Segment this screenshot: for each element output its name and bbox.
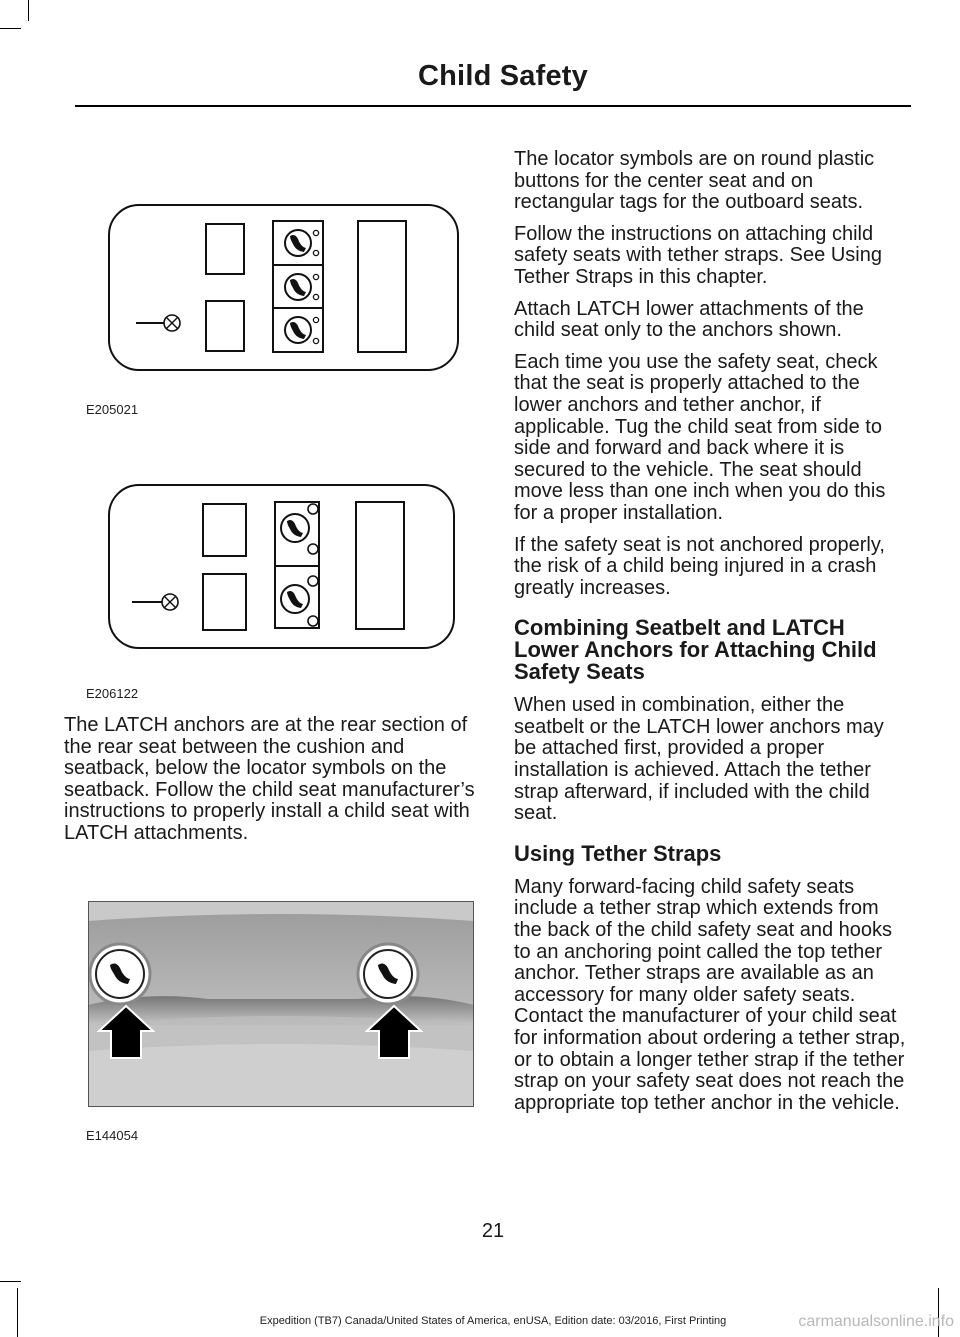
left-text-column xyxy=(64,715,478,855)
watermark: carmanualsonline.info xyxy=(798,1313,954,1330)
header-divider xyxy=(75,105,911,107)
section-heading: Combining Seatbelt and LATCH Lower Anchors for Attaching Child Safety Seats xyxy=(514,615,877,685)
child-seat-locator-icon xyxy=(281,585,309,613)
child-seat-locator-button-right xyxy=(358,944,418,1004)
body-paragraph: The locator symbols are on round plastic buttons for the center seat and on rectangular tags for the outboard seats. xyxy=(514,148,875,214)
figure-code: E205021 xyxy=(86,402,139,417)
body-paragraph: Many forward-facing child safety seats include a tether strap which extends from the back of the child safety seat and hooks to an anchoring point called the top tether anchor. Tether straps are available as an accessory for many older safety seats. Contact the manufacturer of your child seat for information about ordering a tether strap, or to obtain a longer tether strap if the tether strap on your safety seat does not reach the appropriate top tether anchor in the vehicle. xyxy=(514,875,906,1114)
child-seat-locator-icon xyxy=(285,317,311,343)
page-title: Child Safety xyxy=(418,60,588,92)
crop-mark xyxy=(0,28,21,29)
body-paragraph: When used in combination, either the seatbelt or the LATCH lower anchors may be attached first, provided a proper installation is achieved. Attach the tether strap afterward, if included with the child seat. xyxy=(514,694,884,825)
edition-footer: Expedition (TB7) Canada/United States of America, enUSA, Edition date: 03/2016, First Printing xyxy=(259,1315,727,1327)
right-text-column xyxy=(514,149,910,1124)
seatback-anchor-illustration xyxy=(88,901,474,1107)
child-seat-locator-button-left xyxy=(90,944,150,1004)
figure-code: E206122 xyxy=(86,686,139,701)
body-paragraph: The LATCH anchors are at the rear section of the rear seat between the cushion and seatback, below the locator symbols on the seatback. Follow the child seat manufacturer’s instructions to properly install a child seat with LATCH attachments. xyxy=(64,714,475,844)
figure-code: E144054 xyxy=(86,1128,139,1143)
child-seat-locator-icon xyxy=(285,230,311,256)
child-seat-locator-icon xyxy=(281,514,309,542)
body-paragraph: Follow the instructions on attaching child safety seats with tether straps. See Using Tether Straps in this chapter. xyxy=(514,222,882,288)
crop-mark xyxy=(0,1281,21,1282)
page-number: 21 xyxy=(481,1220,505,1242)
body-paragraph: If the safety seat is not anchored properly, the risk of a child being injured in a crash greatly increases. xyxy=(514,533,885,599)
body-paragraph: Attach LATCH lower attachments of the child seat only to the anchors shown. xyxy=(514,297,864,342)
crop-mark xyxy=(17,1288,18,1337)
section-heading: Using Tether Straps xyxy=(514,840,722,866)
child-seat-locator-icon xyxy=(285,274,311,300)
latch-locator-diagram-two-seat xyxy=(108,484,456,650)
latch-locator-diagram-three-seat xyxy=(108,204,460,372)
crop-mark xyxy=(28,0,29,21)
body-paragraph: Each time you use the safety seat, check that the seat is properly attached to the lower anchors and tether anchor, if applicable. Tug the child seat from side to side and forward and back where it is secured to the vehicle. The seat should move less than one inch when you do this for a proper installation. xyxy=(514,350,886,524)
